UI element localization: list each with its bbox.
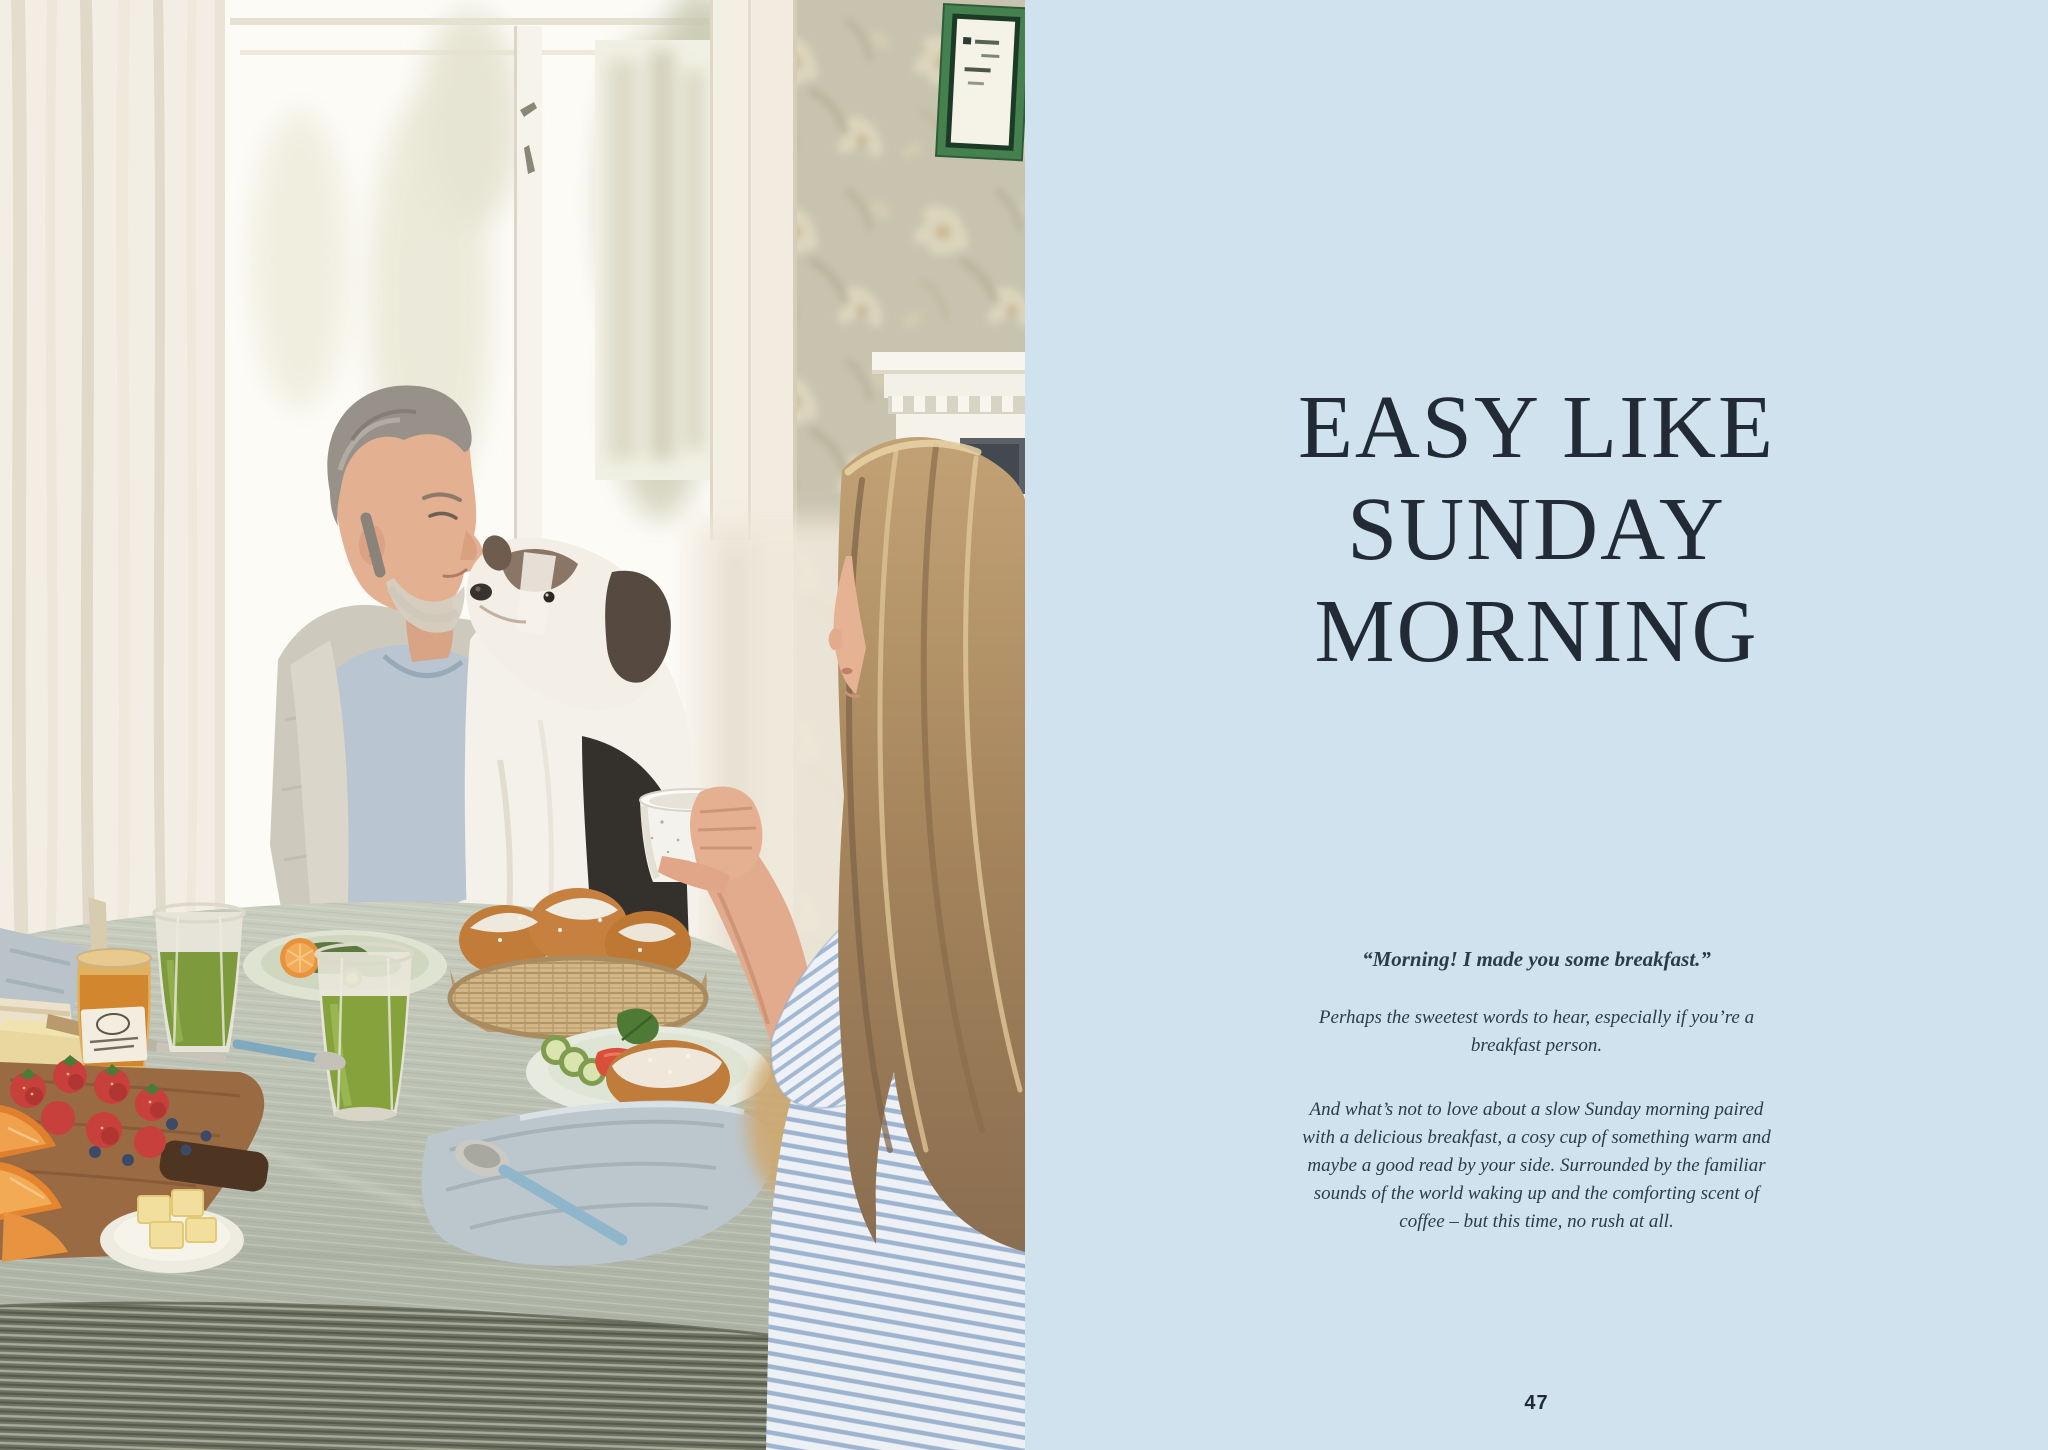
chapter-title-line: EASY LIKE xyxy=(1297,378,1776,478)
chapter-quote: “Morning! I made you some breakfast.” xyxy=(1362,947,1711,971)
chapter-title xyxy=(1085,377,1988,683)
chapter-page xyxy=(1025,0,2048,1450)
smoothie-glass-back xyxy=(154,904,244,1052)
paragraph-line: coffee – but this time, no rush at all. xyxy=(1399,1211,1674,1232)
dog-eye xyxy=(544,592,555,603)
chapter-paragraph-1 xyxy=(1155,1004,1918,1060)
paragraph-line: Perhaps the sweetest words to hear, especially if you’re a xyxy=(1318,1007,1755,1028)
framed-picture xyxy=(936,4,1025,160)
sheer-curtain xyxy=(0,0,220,1000)
paragraph-line: And what’s not to love about a slow Sunday morning paired xyxy=(1309,1099,1764,1120)
dog-nose xyxy=(470,584,492,601)
smoothie-glass-front xyxy=(316,944,412,1121)
paragraph-line: maybe a good read by your side. Surrounded by the familiar xyxy=(1307,1155,1766,1176)
page-number: 47 xyxy=(1524,1392,1549,1414)
woman-hair xyxy=(838,437,1025,1252)
chapter-title-line: SUNDAY xyxy=(1347,480,1726,580)
chapter-paragraph-2 xyxy=(1155,1096,1918,1236)
paragraph-line: breakfast person. xyxy=(1470,1035,1603,1056)
chapter-title-line: MORNING xyxy=(1314,582,1759,682)
paragraph-line: with a delicious breakfast, a cosy cup of something warm and xyxy=(1302,1127,1771,1148)
paragraph-line: sounds of the world waking up and the comforting scent of xyxy=(1313,1183,1760,1204)
